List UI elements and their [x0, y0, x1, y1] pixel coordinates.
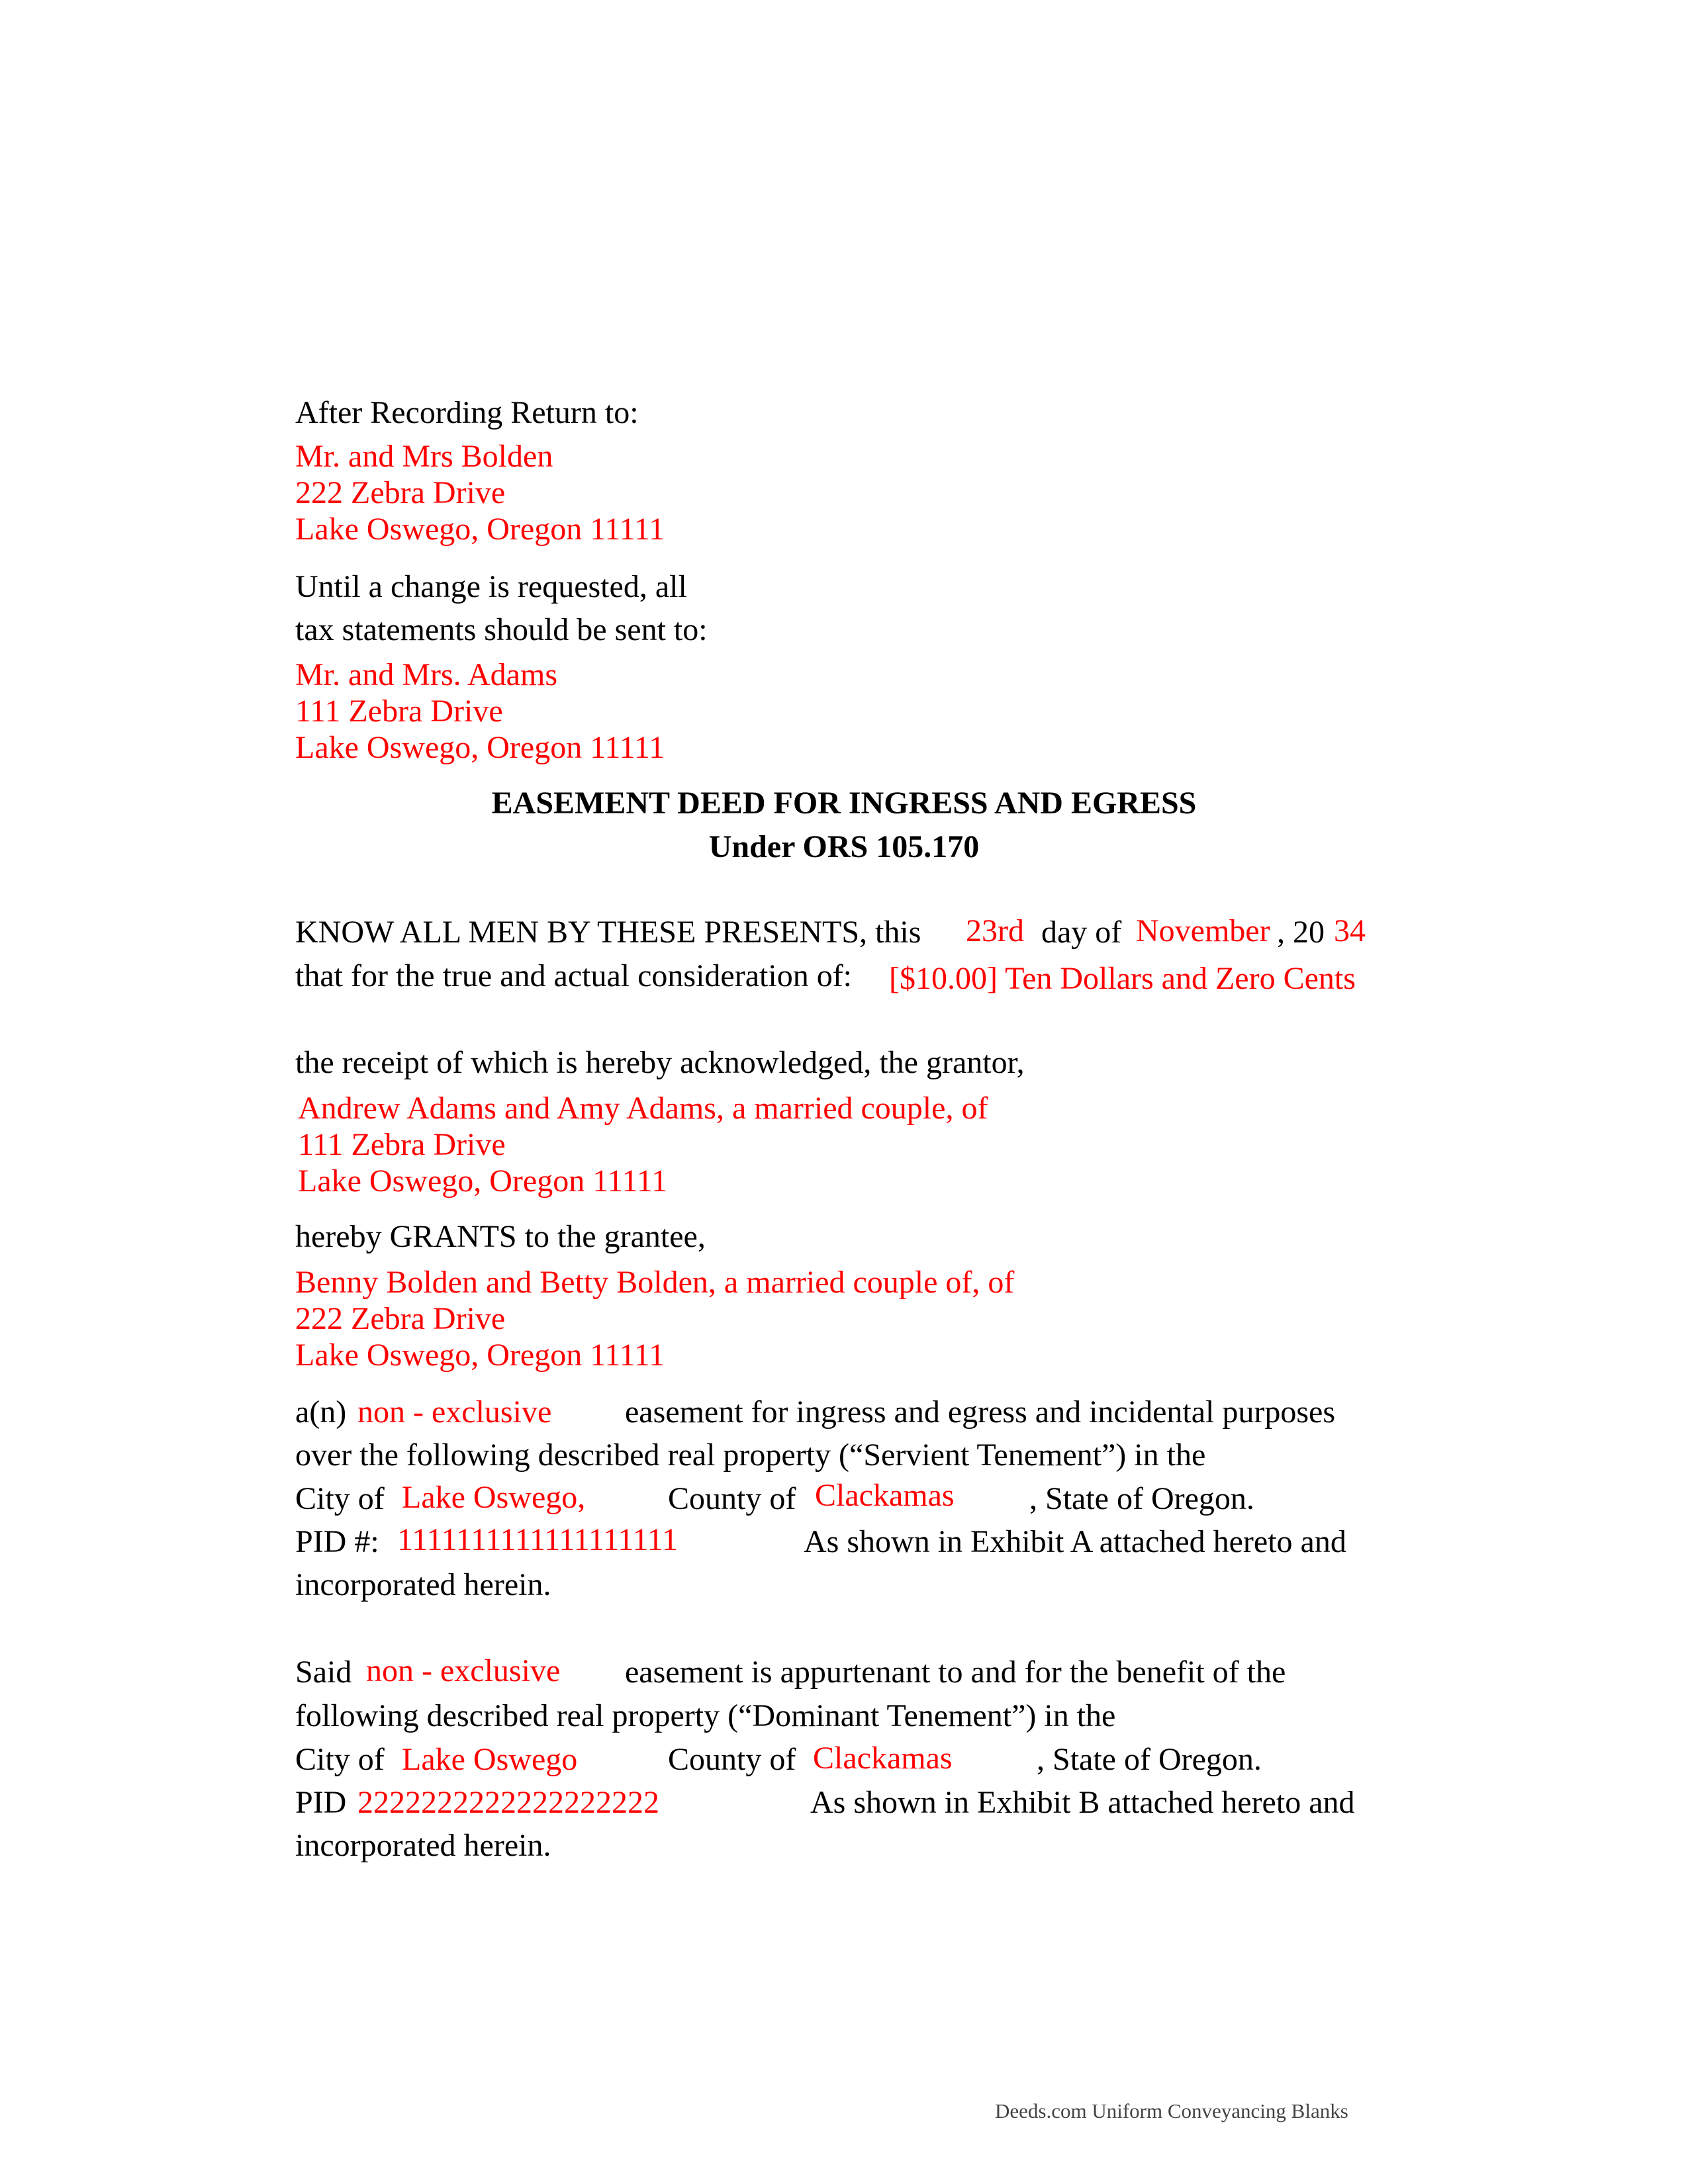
year-value[interactable]: 34	[1334, 913, 1366, 948]
servient-pid-label: PID #:	[295, 1524, 379, 1559]
return-to-street[interactable]: 222 Zebra Drive	[295, 475, 506, 510]
dominant-county-value[interactable]: Clackamas	[813, 1741, 953, 1776]
document-title: EASEMENT DEED FOR INGRESS AND EGRESS	[491, 786, 1197, 821]
dominant-city-value[interactable]: Lake Oswego	[402, 1742, 578, 1777]
tax-name[interactable]: Mr. and Mrs. Adams	[295, 657, 557, 692]
dominant-incorporated: incorporated herein.	[295, 1828, 551, 1863]
servient-type-value[interactable]: non - exclusive	[357, 1394, 552, 1430]
year-prefix: , 20	[1277, 915, 1325, 950]
day-value[interactable]: 23rd	[966, 913, 1024, 948]
grantor-city[interactable]: Lake Oswego, Oregon 11111	[298, 1163, 668, 1199]
know-all-men-text: KNOW ALL MEN BY THESE PRESENTS, this	[295, 915, 921, 950]
servient-city-value[interactable]: Lake Oswego,	[402, 1480, 586, 1515]
dominant-type-value[interactable]: non - exclusive	[366, 1653, 561, 1688]
dominant-county-label: County of	[668, 1742, 796, 1777]
grantor-street[interactable]: 111 Zebra Drive	[298, 1127, 506, 1162]
servient-county-label: County of	[668, 1481, 796, 1516]
grantee-street[interactable]: 222 Zebra Drive	[295, 1301, 506, 1336]
tax-label-line1: Until a change is requested, all	[295, 569, 687, 604]
dominant-line2: following described real property (“Dominant Tenement”) in the	[295, 1698, 1116, 1733]
dominant-city-label: City of	[295, 1742, 385, 1777]
month-value[interactable]: November	[1136, 913, 1270, 948]
grantee-label: hereby GRANTS to the grantee,	[295, 1219, 706, 1254]
return-to-label: After Recording Return to:	[295, 395, 639, 430]
servient-exhibit-text: As shown in Exhibit A attached hereto and	[804, 1524, 1346, 1559]
grantor-name[interactable]: Andrew Adams and Amy Adams, a married couple, of	[298, 1091, 988, 1126]
dominant-state-text: , State of Oregon.	[1037, 1742, 1262, 1777]
footer-text: Deeds.com Uniform Conveyancing Blanks	[995, 2099, 1348, 2122]
consideration-value[interactable]: [$10.00] Ten Dollars and Zero Cents	[889, 961, 1356, 996]
tax-street[interactable]: 111 Zebra Drive	[295, 694, 503, 729]
document-subtitle: Under ORS 105.170	[708, 829, 980, 864]
dominant-line1-rest: easement is appurtenant to and for the benefit of the	[625, 1655, 1286, 1690]
dominant-pid-label: PID	[295, 1785, 347, 1820]
tax-label-line2: tax statements should be sent to:	[295, 612, 708, 647]
servient-city-label: City of	[295, 1481, 385, 1516]
servient-line1-rest: easement for ingress and egress and incidental purposes	[625, 1394, 1335, 1430]
servient-county-value[interactable]: Clackamas	[815, 1478, 955, 1513]
dominant-pid-value[interactable]: 2222222222222222222	[357, 1785, 659, 1820]
dominant-said-label: Said	[295, 1655, 352, 1690]
servient-an-label: a(n)	[295, 1394, 347, 1430]
grantor-label: the receipt of which is hereby acknowledged, the grantor,	[295, 1045, 1025, 1080]
servient-state-text: , State of Oregon.	[1029, 1481, 1254, 1516]
servient-incorporated: incorporated herein.	[295, 1567, 551, 1602]
servient-pid-value[interactable]: 1111111111111111111	[397, 1522, 678, 1557]
return-to-name[interactable]: Mr. and Mrs Bolden	[295, 439, 553, 474]
grantee-name[interactable]: Benny Bolden and Betty Bolden, a married couple of, of	[295, 1265, 1015, 1300]
return-to-city[interactable]: Lake Oswego, Oregon 11111	[295, 512, 665, 547]
tax-city[interactable]: Lake Oswego, Oregon 11111	[295, 730, 665, 765]
servient-line2: over the following described real property (“Servient Tenement”) in the	[295, 1437, 1206, 1473]
day-of-text: day of	[1041, 915, 1122, 950]
consideration-label: that for the true and actual consideration of:	[295, 958, 853, 993]
dominant-exhibit-text: As shown in Exhibit B attached hereto and	[810, 1785, 1355, 1820]
grantee-city[interactable]: Lake Oswego, Oregon 11111	[295, 1338, 665, 1373]
